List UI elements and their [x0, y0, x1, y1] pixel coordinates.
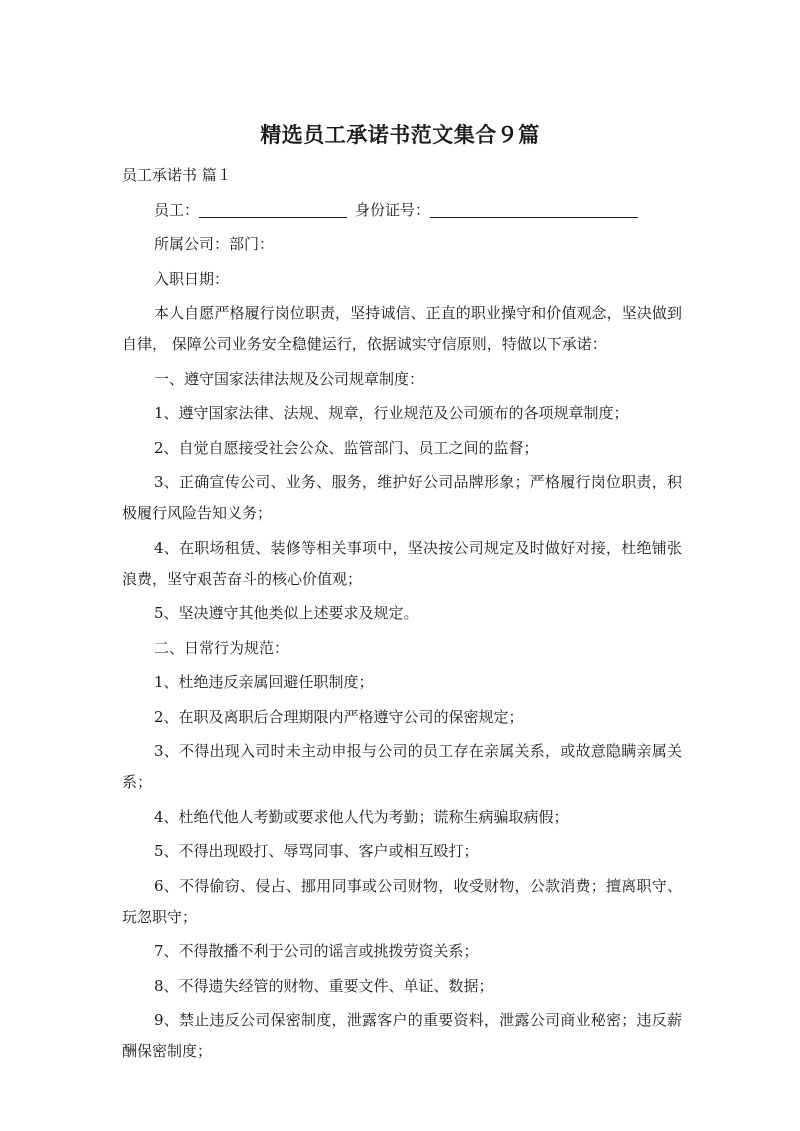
list-item: 1、遵守国家法律、法规、规章，行业规范及公司颁布的各项规章制度； [154, 404, 629, 422]
company-department-line: 所属公司：部门： [154, 235, 275, 253]
list-item: 6、不得偷窃、侵占、挪用同事或公司财物，收受财物，公款消费；擅离职守、玩忽职守； [122, 876, 682, 926]
employee-id-field-line [122, 195, 682, 226]
section-2-heading: 二、日常行为规范： [154, 638, 290, 657]
section-1-heading: 一、遵守国家法律法规及公司规章制度： [154, 369, 425, 388]
list-item: 8、不得遗失经管的财物、重要文件、单证、数据； [154, 976, 494, 995]
document-title: 精选员工承诺书范文集合９篇 [260, 123, 540, 147]
section-heading: 员工承诺书 篇１ [122, 166, 232, 184]
hire-date-line: 入职日期： [154, 269, 230, 288]
intro-paragraph: 本人自愿严格履行岗位职责，坚持诚信、正直的职业操守和价值观念，坚决做到自律， 保障公司业务安全稳健运行，依据诚实守信原则，特做以下承诺： [122, 304, 682, 353]
list-item: 3、正确宣传公司、业务、服务，维护好公司品牌形象；严格履行岗位职责，积极履行风险告知义务； [122, 473, 682, 522]
list-item: 4、杜绝代他人考勤或要求他人代为考勤；谎称生病骗取病假； [154, 807, 569, 826]
list-item: 7、不得散播不利于公司的谣言或挑拨劳资关系； [154, 942, 479, 960]
list-item: 9、禁止违反公司保密制度，泄露客户的重要资料，泄露公司商业秘密；违反薪酬保密制度； [122, 1011, 682, 1060]
list-item: 2、在职及离职后合理期限内严格遵守公司的保密规定； [154, 707, 524, 726]
list-item: 4、在职场租赁、装修等相关事项中，坚决按公司规定及时做好对接，杜绝铺张浪费，坚守艰苦奋斗的核心价值观； [122, 538, 682, 588]
list-item: 1、杜绝违反亲属回避任职制度； [154, 673, 374, 691]
list-item: 5、不得出现殴打、辱骂同事、客户或相互殴打； [154, 842, 479, 860]
document-body [122, 160, 682, 1071]
list-item: 5、坚决遵守其他类似上述要求及规定。 [154, 604, 419, 622]
id-number-label: 身份证号： [355, 200, 431, 219]
list-item: 3、不得出现入司时未主动申报与公司的员工存在亲属关系，或故意隐瞒亲属关系； [122, 742, 682, 791]
list-item: 2、自觉自愿接受社会公众、监管部门、员工之间的监督； [154, 438, 539, 457]
id-number-blank-line [430, 199, 638, 218]
employee-label: 员工： [154, 200, 200, 219]
employee-blank-line [199, 199, 347, 218]
